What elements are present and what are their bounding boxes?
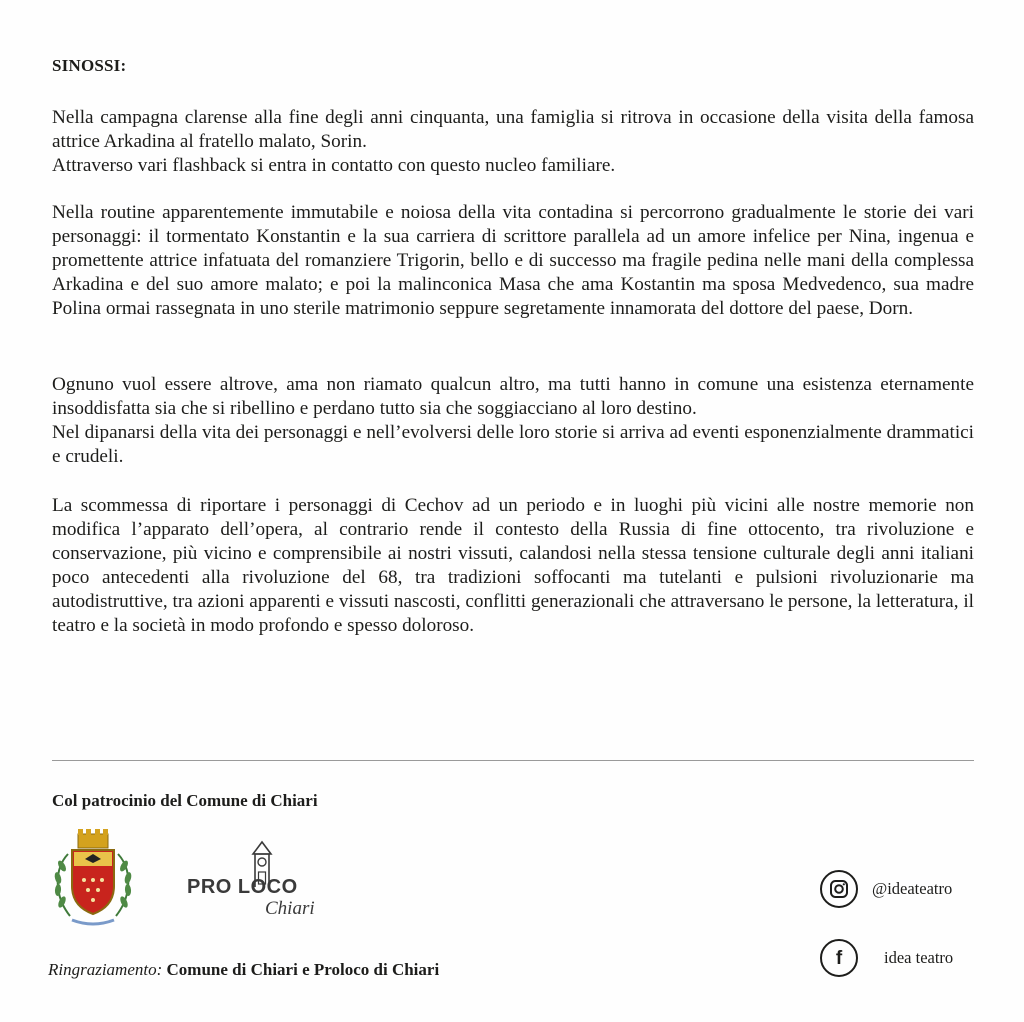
facebook-handle: idea teatro [884, 948, 954, 967]
comune-crest-logo [48, 824, 138, 930]
proloco-logo-subtext: Chiari [265, 898, 315, 919]
proloco-chiari-logo [183, 840, 343, 925]
paragraph-text: Nella routine apparentemente immutabile e noiosa della vita contadina si percorrono gradualmente le storie dei vari personaggi: il tormentato Konstantin e la sua carriera di scrittore parallela ad un amore infelice per Nina, ingenua e promettente attrice infatuata del romanziere Trigorin, bello e di successo ma fragile pedina nelle mani della complessa Arkadina e del suo amore malato; e poi la malinconica Masa che ama Kostantin ma sposa Medvedenco, sua madre Polina ormai rassegnata in uno sterile matrimonio seppure segretamente innamorata del dottore del paese, Dorn. [52, 202, 974, 319]
facebook-icon: f [820, 939, 858, 977]
patronage-text: Col patrocinio del Comune di Chiari [52, 791, 318, 810]
divider-line [52, 760, 974, 761]
paragraph-text: Nel dipanarsi della vita dei personaggi e nell’evolversi delle loro storie si arriva ad eventi esponenzialmente drammatici e crudeli. [52, 421, 974, 467]
paragraph-intro [52, 106, 974, 178]
proloco-logo-text: PRO LOCO [187, 876, 298, 898]
paragraph-text: Ognuno vuol essere altrove, ama non riamato qualcun altro, ma tutti hanno in comune una esistenza eternamente insoddisfatta sia che si ribellino e perdano tutto sia che soggiacciano al loro destino. [52, 374, 974, 419]
paragraph-text: Nella campagna clarense alla fine degli anni cinquanta, una famiglia si ritrova in occasione della visita della famosa attrice Arkadina al fratello malato, Sorin. [52, 107, 974, 152]
paragraph-text: La scommessa di riportare i personaggi di Cechov ad un periodo e in luoghi più vicini alle nostre memorie non modifica l’apparato dell’opera, al contrario rende il contesto della Russia di fine ottocento, tra rivoluzione e conservazione, più vicino e comprensibile ai nostri vissuti, calandosi nella stessa tensione culturale degli anni italiani poco antecedenti alla rivoluzione del 68, tra tradizioni soffocanti ma tutelanti e pulsioni rivoluzionarie ma autodistruttive, tra azioni apparenti e vissuti nascosti, conflitti generazionali che attraversano le persone, la letteratura, il teatro e la società in modo profondo e spesso doloroso. [52, 495, 974, 636]
facebook-link[interactable] [820, 939, 953, 977]
instagram-handle: @ideateatro [872, 879, 953, 898]
paragraph-setting [52, 494, 974, 637]
instagram-icon [820, 870, 858, 908]
acknowledgement-text: Comune di Chiari e Proloco di Chiari [162, 960, 440, 979]
acknowledgement [48, 960, 439, 980]
instagram-link[interactable] [820, 870, 952, 908]
paragraph-characters [52, 201, 974, 321]
paragraph-longing [52, 373, 974, 469]
acknowledgement-label: Ringraziamento: [48, 960, 163, 979]
paragraph-text: Attraverso vari flashback si entra in contatto con questo nucleo familiare. [52, 154, 616, 176]
section-heading: SINOSSI: [52, 56, 127, 75]
